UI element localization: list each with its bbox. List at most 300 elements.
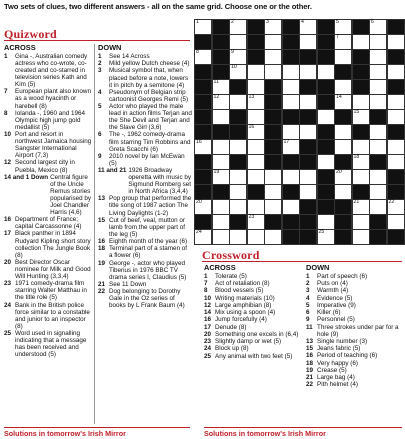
clue-number: 1: [306, 273, 310, 280]
grid-cell[interactable]: [264, 169, 282, 185]
clue-text: 1926 Broadway operetta with music by Sigmund Romberg set in North Africa (3,4,4): [128, 167, 192, 196]
grid-cell-number: 21: [353, 199, 360, 205]
grid-cell[interactable]: [352, 154, 370, 170]
clue-item: [4, 110, 92, 131]
clue-item: [306, 302, 403, 309]
grid-cell[interactable]: [264, 34, 282, 50]
crossword-across-column: [204, 264, 304, 360]
clue-item: [306, 381, 403, 388]
clue-item: [4, 259, 92, 280]
grid-cell[interactable]: [282, 199, 300, 215]
grid-cell[interactable]: [282, 169, 300, 185]
grid-cell[interactable]: [212, 109, 230, 125]
grid-cell-number: 13: [248, 94, 255, 100]
grid-cell-black: [387, 169, 405, 185]
clue-number: 1: [98, 53, 102, 60]
grid-cell-black: [317, 184, 335, 200]
grid-cell-black: [212, 49, 230, 65]
grid-cell-black: [299, 229, 317, 245]
clue-number: 15: [98, 216, 106, 224]
clue-item: [4, 302, 92, 330]
grid-cell[interactable]: [369, 199, 387, 215]
grid-cell[interactable]: [369, 124, 387, 140]
grid-cell-number: 12: [213, 94, 220, 100]
grid-cell[interactable]: [247, 64, 265, 80]
grid-cell-black: [282, 154, 300, 170]
grid-cell[interactable]: [229, 19, 247, 35]
grid-cell-black: [264, 214, 282, 230]
clue-item: [204, 280, 304, 287]
clue-item: [98, 238, 192, 245]
grid-cell[interactable]: [369, 49, 387, 65]
grid-cell[interactable]: [299, 124, 317, 140]
grid-cell-number: 15: [353, 109, 360, 115]
grid-cell[interactable]: [194, 229, 212, 245]
grid-cell-black: [194, 184, 212, 200]
grid-cell[interactable]: [247, 229, 265, 245]
grid-cell[interactable]: [247, 154, 265, 170]
grid-cell-black: [369, 214, 387, 230]
grid-cell[interactable]: [387, 139, 405, 155]
crossword-title: Crossword: [202, 248, 402, 262]
clue-text: Musical symbol that, when placed before a note, lowers it in pitch by a semitone (4): [109, 67, 189, 89]
grid-cell[interactable]: [264, 199, 282, 215]
clue-number: 13: [98, 195, 106, 203]
grid-cell[interactable]: [282, 139, 300, 155]
grid-cell[interactable]: [387, 154, 405, 170]
grid-cell-black: [264, 139, 282, 155]
clue-text: Puts on (4): [317, 280, 348, 288]
grid-cell-black: [299, 214, 317, 230]
clue-text: Eighth month of the year (6): [109, 238, 188, 246]
clue-item: [204, 287, 304, 294]
grid-cell[interactable]: [387, 94, 405, 110]
grid-cell-black: [369, 109, 387, 125]
grid-cell[interactable]: [229, 184, 247, 200]
grid-cell-black: [352, 79, 370, 95]
clue-text: The -, 1962 comedy-drama film starring Tim Robbins and Greta Scacchi (6): [109, 131, 191, 153]
grid-cell-number: 3: [266, 19, 269, 25]
grid-cell-black: [212, 19, 230, 35]
grid-cell[interactable]: [334, 79, 352, 95]
grid-cell-black: [387, 184, 405, 200]
grid-cell[interactable]: [247, 169, 265, 185]
clue-item: [306, 324, 403, 338]
grid-cell-black: [212, 124, 230, 140]
clue-item: [204, 273, 304, 280]
clue-text: Terminal part of a stamen of a flower (6): [109, 245, 188, 260]
clue-number: 4: [306, 294, 310, 302]
grid-cell[interactable]: [334, 94, 352, 110]
grid-cell-black: [352, 184, 370, 200]
clue-item: [306, 280, 403, 287]
clue-number: 10: [204, 294, 212, 302]
clue-number: 18: [98, 245, 106, 253]
clue-number: 20: [204, 330, 212, 338]
grid-cell[interactable]: [369, 79, 387, 95]
clue-item: [306, 316, 403, 323]
grid-cell[interactable]: [194, 49, 212, 65]
clue-item: [98, 245, 192, 259]
grid-cell-black: [247, 49, 265, 65]
clue-number: 1: [204, 273, 208, 280]
grid-cell[interactable]: [212, 214, 230, 230]
grid-cell[interactable]: [352, 214, 370, 230]
clue-item: [4, 88, 92, 109]
clue-text: Very happy (6): [317, 359, 358, 367]
grid-cell[interactable]: [317, 229, 335, 245]
quizword-across-column: [4, 44, 92, 358]
grid-cell[interactable]: [229, 34, 247, 50]
grid-cell-black: [317, 34, 335, 50]
grid-cell[interactable]: [247, 79, 265, 95]
grid-cell-black: [194, 214, 212, 230]
grid-cell-black: [194, 154, 212, 170]
grid-cell-number: 6: [371, 19, 374, 25]
grid-cell-black: [212, 184, 230, 200]
clue-text: Part of speech (6): [317, 273, 368, 280]
grid-cell-black: [317, 94, 335, 110]
grid-cell[interactable]: [352, 34, 370, 50]
crossword-down-column: [306, 264, 403, 389]
grid-cell[interactable]: [334, 169, 352, 185]
clue-item: [98, 288, 192, 309]
grid-cell[interactable]: [317, 109, 335, 125]
grid-cell-black: [299, 49, 317, 65]
grid-cell-number: 20: [336, 169, 342, 175]
clue-item: [204, 295, 304, 302]
grid-cell-black: [352, 124, 370, 140]
grid-cell[interactable]: [334, 19, 352, 35]
grid-cell-black: [387, 229, 405, 245]
clue-number: 21: [306, 374, 314, 382]
grid-cell-number: 8: [196, 49, 199, 55]
grid-cell-black: [229, 79, 247, 95]
grid-cell[interactable]: [352, 229, 370, 245]
grid-cell-black: [334, 154, 352, 170]
grid-cell[interactable]: [247, 94, 265, 110]
clue-item: [98, 167, 192, 195]
clue-text: Port and resort in northwest Jamaica housing Sangster International Airport (7,3): [15, 131, 92, 160]
clue-text: Cut of beef, veal, mutton or lamb from the upper part of the leg (5): [109, 216, 185, 238]
grid-cell[interactable]: [387, 214, 405, 230]
grid-cell-black: [264, 154, 282, 170]
grid-cell-number: 1: [196, 19, 199, 25]
clue-item: [4, 53, 92, 88]
clue-text: Mix using a spoon (4): [215, 309, 276, 317]
clue-number: 16: [204, 316, 212, 324]
clue-text: Jump forcefully (4): [215, 316, 267, 324]
grid-cell[interactable]: [387, 34, 405, 50]
grid-cell[interactable]: [352, 139, 370, 155]
grid-cell[interactable]: [212, 154, 230, 170]
clue-item: [306, 367, 403, 374]
grid-cell[interactable]: [317, 64, 335, 80]
grid-cell-black: [194, 124, 212, 140]
grid-cell[interactable]: [282, 94, 300, 110]
grid-cell[interactable]: [247, 139, 265, 155]
clue-item: [4, 216, 92, 230]
grid-cell[interactable]: [299, 64, 317, 80]
grid-cell-black: [352, 64, 370, 80]
clue-item: [98, 53, 192, 60]
clue-text: Killer (6): [317, 309, 341, 317]
clue-number: 16: [4, 216, 12, 224]
grid-cell-black: [369, 229, 387, 245]
grid-cell[interactable]: [282, 79, 300, 95]
clue-text: Bank in the British police force similar to a constable and junior to an inspector (8): [15, 301, 90, 330]
grid-cell[interactable]: [334, 49, 352, 65]
grid-cell[interactable]: [299, 19, 317, 35]
grid-cell-black: [317, 19, 335, 35]
grid-cell[interactable]: [299, 184, 317, 200]
grid-cell-black: [299, 154, 317, 170]
grid-cell[interactable]: [387, 64, 405, 80]
clue-number: 3: [98, 67, 102, 75]
grid-cell[interactable]: [264, 49, 282, 65]
clue-text: Jeans fabric (5): [317, 345, 361, 353]
grid-cell[interactable]: [334, 139, 352, 155]
grid-cell[interactable]: [387, 109, 405, 125]
grid-cell[interactable]: [352, 199, 370, 215]
clue-item: [98, 217, 192, 238]
grid-cell[interactable]: [334, 124, 352, 140]
grid-cell-number: 2: [231, 19, 234, 25]
grid-cell-black: [194, 79, 212, 95]
grid-cell-black: [264, 79, 282, 95]
grid-cell[interactable]: [212, 229, 230, 245]
grid-cell-number: 7: [336, 34, 339, 40]
grid-cell-black: [387, 19, 405, 35]
clue-text: See 14 Across: [109, 53, 150, 60]
quizword-across-list: [4, 53, 92, 358]
grid-cell[interactable]: [229, 199, 247, 215]
grid-cell-black: [247, 184, 265, 200]
clue-text: Three strokes under par for a hole (9): [317, 323, 399, 338]
grid-cell[interactable]: [369, 64, 387, 80]
grid-cell[interactable]: [352, 109, 370, 125]
grid-cell[interactable]: [299, 34, 317, 50]
clue-number: 9: [306, 316, 310, 324]
grid-cell-black: [264, 109, 282, 125]
clue-number: 2: [306, 280, 310, 288]
grid-cell-black: [299, 79, 317, 95]
grid-cell-black: [387, 124, 405, 140]
intro-text: Two sets of clues, two different answers - all on the same grid. Choose one or the other.: [4, 2, 312, 11]
clue-item: [306, 352, 403, 359]
clue-item: [98, 281, 192, 288]
grid-cell[interactable]: [264, 64, 282, 80]
clue-text: Any animal with two feet (5): [215, 352, 293, 360]
grid-cell[interactable]: [282, 124, 300, 140]
grid-cell-number: 16: [248, 124, 255, 130]
clue-item: [98, 153, 192, 167]
grid-cell-black: [247, 34, 265, 50]
grid-cell-black: [387, 79, 405, 95]
clue-number: 24: [204, 345, 212, 353]
grid-cell[interactable]: [229, 229, 247, 245]
grid-cell-black: [352, 49, 370, 65]
grid-cell[interactable]: [282, 64, 300, 80]
grid-cell-black: [317, 124, 335, 140]
grid-cell[interactable]: [369, 94, 387, 110]
clue-number: 11 and 21: [98, 167, 127, 175]
clue-number: 24: [4, 301, 12, 309]
clue-item: [306, 345, 403, 352]
grid-cell-black: [282, 229, 300, 245]
clue-number: 20: [4, 258, 12, 266]
grid-cell[interactable]: [264, 184, 282, 200]
grid-cell[interactable]: [334, 34, 352, 50]
clue-item: [98, 260, 192, 281]
grid-cell-number: 24: [196, 229, 202, 235]
grid-cell[interactable]: [334, 184, 352, 200]
grid-cell[interactable]: [229, 169, 247, 185]
grid-cell[interactable]: [387, 199, 405, 215]
grid-cell-black: [317, 49, 335, 65]
clue-item: [306, 287, 403, 294]
grid-cell[interactable]: [317, 154, 335, 170]
clue-text: See 11 Down: [109, 280, 147, 288]
clue-number: 19: [98, 259, 106, 267]
clue-text: Denude (8): [215, 323, 247, 331]
grid-cell-black: [334, 64, 352, 80]
grid-cell-number: 22: [388, 199, 395, 205]
grid-cell[interactable]: [247, 124, 265, 140]
grid-cell-black: [282, 49, 300, 65]
grid-cell-number: 20: [196, 199, 202, 205]
grid-cell-black: [229, 214, 247, 230]
clue-text: Evidence (5): [317, 294, 353, 302]
grid-cell[interactable]: [369, 19, 387, 35]
grid-cell[interactable]: [194, 199, 212, 215]
clue-number: 9: [98, 152, 102, 160]
clue-text: 2010 novel by Ian McEwan (5): [109, 152, 185, 167]
clue-text: European plant also known as a wood hyacinth or harebell (8): [15, 88, 91, 110]
clue-number: 10: [4, 131, 12, 139]
clue-number: 14 and 1 Down: [4, 173, 49, 181]
clue-item: [306, 273, 403, 280]
clue-text: Best Director Oscar nominee for Milk and Good Will Hunting (3,3,4): [15, 258, 91, 280]
clue-item: [98, 195, 192, 216]
grid-cell-number: 14: [336, 94, 342, 100]
footer-left: Solutions in tomorrow's Irish Mirror: [4, 427, 190, 438]
grid-cell[interactable]: [229, 64, 247, 80]
clue-number: 16: [306, 352, 314, 360]
grid-cell-black: [194, 64, 212, 80]
grid-cell-black: [334, 214, 352, 230]
clue-item: [4, 174, 92, 216]
clue-item: [204, 324, 304, 331]
grid-cell[interactable]: [369, 169, 387, 185]
clue-item: [98, 67, 192, 88]
clue-text: Blood vessels (5): [215, 287, 264, 295]
clue-item: [306, 374, 403, 381]
grid-cell[interactable]: [369, 139, 387, 155]
clue-item: [204, 302, 304, 309]
grid-cell[interactable]: [369, 184, 387, 200]
grid-cell[interactable]: [264, 229, 282, 245]
grid-cell[interactable]: [247, 214, 265, 230]
grid-cell-number: 11: [213, 79, 219, 85]
grid-cell-black: [387, 49, 405, 65]
clue-item: [98, 89, 192, 103]
clue-number: 19: [306, 366, 314, 374]
clue-text: Word used in signalling indicating that a message has been received and understood (5): [15, 329, 87, 359]
clue-text: Pseudonym of Belgian strip cartoonist Georges Remi (5): [109, 88, 189, 103]
grid-cell[interactable]: [212, 94, 230, 110]
grid-cell[interactable]: [212, 169, 230, 185]
clue-text: Mild yellow Dutch cheese (4): [109, 60, 190, 68]
grid-cell-black: [352, 19, 370, 35]
clue-number: 3: [306, 287, 310, 295]
crossword-across-list: [204, 273, 304, 360]
clue-item: [204, 309, 304, 316]
grid-cell-black: [282, 34, 300, 50]
clue-text: Large amphibian (8): [215, 301, 272, 309]
grid-cell-black: [334, 199, 352, 215]
crossword-down-heading: DOWN: [306, 263, 330, 272]
clue-number: 13: [306, 337, 314, 345]
clue-item: [306, 360, 403, 367]
grid-cell[interactable]: [352, 94, 370, 110]
grid-cell-black: [264, 94, 282, 110]
grid-cell[interactable]: [369, 34, 387, 50]
grid-cell[interactable]: [212, 79, 230, 95]
grid-cell-black: [317, 199, 335, 215]
grid-cell[interactable]: [194, 19, 212, 35]
clue-text: Warmth (4): [317, 287, 349, 295]
grid-cell[interactable]: [317, 214, 335, 230]
grid-cell-black: [334, 229, 352, 245]
clue-number: 16: [98, 238, 106, 246]
grid-cell[interactable]: [264, 19, 282, 35]
grid-cell-black: [229, 109, 247, 125]
clue-text: Pith helmet (4): [317, 381, 358, 389]
grid-cell[interactable]: [194, 139, 212, 155]
grid-cell[interactable]: [247, 199, 265, 215]
grid-cell[interactable]: [229, 94, 247, 110]
grid-cell[interactable]: [299, 94, 317, 110]
grid-cell[interactable]: [352, 169, 370, 185]
grid-cell[interactable]: [212, 139, 230, 155]
grid-cell-number: 4: [301, 19, 304, 25]
quizword-across-heading: ACROSS: [4, 43, 36, 52]
grid-cell[interactable]: [212, 199, 230, 215]
clue-number: 22: [98, 288, 106, 296]
clue-number: 11: [306, 323, 313, 331]
grid-cell[interactable]: [229, 139, 247, 155]
grid-cell[interactable]: [247, 109, 265, 125]
grid-cell-black: [317, 79, 335, 95]
clue-number: 23: [4, 280, 12, 288]
clue-number: 17: [204, 323, 212, 331]
grid-cell[interactable]: [299, 169, 317, 185]
quizword-down-list: [98, 53, 192, 309]
footer-right: Solutions in tomorrow's Irish Mirror: [204, 427, 402, 438]
quizword-down-heading: DOWN: [98, 43, 122, 52]
grid-cell-number: 10: [231, 64, 237, 70]
grid-cell-black: [299, 199, 317, 215]
clue-item: [204, 353, 304, 360]
crossword-grid: [194, 19, 404, 244]
clue-text: Tolerate (5): [215, 273, 247, 280]
grid-cell-black: [194, 169, 212, 185]
grid-cell[interactable]: [229, 49, 247, 65]
grid-cell-black: [317, 169, 335, 185]
clue-item: [4, 280, 92, 301]
clue-number: 22: [306, 381, 314, 389]
